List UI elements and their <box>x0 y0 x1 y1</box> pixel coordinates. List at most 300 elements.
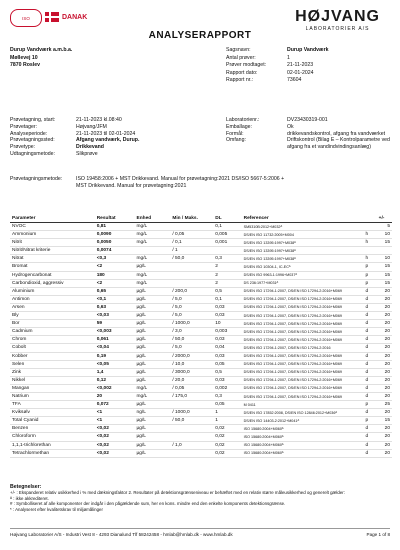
cell-uncertainty: 15 <box>377 279 392 287</box>
iso-logo-label: ISO <box>22 15 30 21</box>
cell-dl: 0,1 <box>213 223 241 231</box>
cell-flag: d <box>363 320 376 328</box>
note-line: # : Symbolliseret af alle komponenter der indgår i den pågældende sum, her en kons. mindre end den enkelte komponents detektionsgrænse. <box>10 501 286 507</box>
cell-uncertainty: 20 <box>377 409 392 417</box>
cell-unit: µg/L <box>135 295 171 303</box>
cell-minmax: / 1000,0 <box>170 320 213 328</box>
cell-dl: 0,03 <box>213 376 241 384</box>
cell-minmax: / 5,0 <box>170 312 213 320</box>
cell-uncertainty: 10 <box>377 255 392 263</box>
lab-info <box>226 117 397 151</box>
cell-reference: DS/EN ISO 17294-1:2007, DS/EN ISO 17294-2:2016+M069 <box>242 384 364 392</box>
cell-minmax: / 5,0 <box>170 295 213 303</box>
cell-flag: p <box>363 263 376 271</box>
cell-unit: mg/L <box>135 255 171 263</box>
cell-param: Mangan <box>10 384 95 392</box>
cell-result: <0,3 <box>95 255 135 263</box>
note-line: * : Analyseret efter kvalitetskrav til miljømålinger <box>10 506 103 512</box>
note-line: +/- : Ekspanderet relativ usikkerhed i % med dækningsfaktor 2. Resultater på detektionsgrænseniveau er behæftet med en relativ større måleusikkerhed og generelt gælder: <box>10 490 345 496</box>
cell-param: Nitrat <box>10 255 95 263</box>
cell-result: 0,0050 <box>95 239 135 247</box>
cell-unit: ng/L <box>135 409 171 417</box>
cell-param: Natrium <box>10 392 95 400</box>
cell-param: Arsen <box>10 303 95 311</box>
cell-unit: µg/L <box>135 368 171 376</box>
results-body <box>10 223 392 458</box>
cell-flag: p <box>363 417 376 425</box>
sampling-label: Analyseperiode: <box>10 130 48 137</box>
table-row <box>10 352 392 360</box>
cell-minmax: / 3000,0 <box>170 368 213 376</box>
cell-dl: 0,02 <box>213 449 241 457</box>
cell-dl: 0,02 <box>213 425 241 433</box>
brand-logo <box>295 8 380 32</box>
cell-result: 0,12 <box>95 376 135 384</box>
method-value: ISO 19458:2006 + MST Drikkevand. Manual for prøvetagning:2021 DS/ISO 5667-5:2006 + MST Drikkevand. Manual for prøvetagning:2021 <box>76 176 285 189</box>
cell-uncertainty: 20 <box>377 368 392 376</box>
cell-flag: p <box>363 279 376 287</box>
cell-dl: 0,002 <box>213 384 241 392</box>
cell-param: Bly <box>10 312 95 320</box>
footer-divider <box>10 528 390 529</box>
cell-dl: 0,001 <box>213 239 241 247</box>
method-label: Prøvetagningsmetode: <box>10 176 63 182</box>
cell-param: 1,1,1-trichlorethan <box>10 441 95 449</box>
cell-param: Chrom <box>10 336 95 344</box>
table-row <box>10 384 392 392</box>
table-row <box>10 409 392 417</box>
cell-uncertainty: 20 <box>377 449 392 457</box>
cell-result: 0,072 <box>95 401 135 409</box>
lab-label: Laboratorienr.: <box>226 117 260 123</box>
cell-minmax <box>170 425 213 433</box>
cell-result: <1 <box>95 417 135 425</box>
note-line: ᴬ : ikke akkrediteret. <box>10 495 49 501</box>
table-row <box>10 263 392 271</box>
sampling-label: Udtagningsmetode: <box>10 150 55 157</box>
cell-unit: mg/L <box>135 271 171 279</box>
meta-value: 1 <box>287 54 290 61</box>
cell-flag: d <box>363 368 376 376</box>
header-flag <box>363 215 376 223</box>
cell-flag: d <box>363 344 376 352</box>
cell-param: Carbondioxid, aggressiv <box>10 279 95 287</box>
table-row <box>10 433 392 441</box>
meta-label: Rapport nr.: <box>226 77 254 83</box>
cell-unit: µg/L <box>135 360 171 368</box>
iso-logo <box>10 9 42 27</box>
table-row <box>10 417 392 425</box>
meta-label: Antal prøver: <box>226 54 256 61</box>
sampling-label: Prøvetype: <box>10 144 36 151</box>
cell-result: <0,02 <box>95 441 135 449</box>
cell-uncertainty: 20 <box>377 352 392 360</box>
cell-flag: d <box>363 328 376 336</box>
cell-flag: h <box>363 231 376 239</box>
cell-uncertainty: 5 <box>377 223 392 231</box>
cell-result: <0,02 <box>95 425 135 433</box>
cell-minmax <box>170 401 213 409</box>
cell-dl: 0,003 <box>213 328 241 336</box>
cell-dl: 0,03 <box>213 352 241 360</box>
lab-label: Omfang: <box>226 137 246 144</box>
cell-uncertainty: 25 <box>377 401 392 409</box>
cell-reference: ISO 15680:2004+M060ᴬ <box>242 449 364 457</box>
cell-param: Total Cyanid <box>10 417 95 425</box>
cell-unit: µg/L <box>135 433 171 441</box>
cell-unit: µg/L <box>135 417 171 425</box>
cell-uncertainty: 20 <box>377 384 392 392</box>
sampling-value: Drikkevand <box>76 144 104 151</box>
table-row <box>10 360 392 368</box>
cell-reference: DS/EN ISO 17294-1:2007, DS/EN ISO 17294-2:2016 <box>242 344 364 352</box>
cell-reference: DS/EN ISO 10304-1, IC-ECᴬ <box>242 263 364 271</box>
cell-uncertainty: 15 <box>377 271 392 279</box>
cell-dl: 1 <box>213 409 241 417</box>
cell-flag: d <box>363 409 376 417</box>
cell-unit: mg/L <box>135 392 171 400</box>
header-references: Referencer <box>242 215 364 223</box>
cell-unit: µg/L <box>135 303 171 311</box>
cell-unit: µg/L <box>135 376 171 384</box>
cell-result: 0,0090 <box>95 231 135 239</box>
meta-value: 21-11-2023 <box>287 62 314 68</box>
cell-reference: ISO 15680:2004+M060ᴬ <box>242 425 364 433</box>
sampling-label: Prøvetagning, start: <box>10 117 56 123</box>
cell-reference: DS/EN ISO 14403-2:2012+M041ᴬ <box>242 417 364 425</box>
cell-unit: µg/L <box>135 425 171 433</box>
lab-value: drikkevandskontrol, afgang fra vandværket <box>287 130 386 137</box>
cell-minmax: / 10,0 <box>170 360 213 368</box>
sampling-value: Afgang vandværk, Durup. <box>76 137 140 144</box>
cell-uncertainty: 20 <box>377 433 392 441</box>
customer-city: 7870 Roslev <box>10 62 40 68</box>
cell-reference: DS 236:1977+M031ᴬ <box>242 279 364 287</box>
cell-uncertainty: 20 <box>377 336 392 344</box>
cell-result: <0,04 <box>95 344 135 352</box>
cell-result: <2 <box>95 279 135 287</box>
cell-reference: DS/EN ISO 11732:2005+M004 <box>242 231 364 239</box>
table-row <box>10 320 392 328</box>
cell-param: Zink <box>10 368 95 376</box>
cell-param: Selen <box>10 360 95 368</box>
cell-flag: p <box>363 271 376 279</box>
danish-flag-icon <box>45 12 59 22</box>
cell-flag: d <box>363 295 376 303</box>
cell-dl: 0,03 <box>213 336 241 344</box>
cell-result: 0,65 <box>95 287 135 295</box>
cell-minmax: / 200,0 <box>170 287 213 295</box>
cell-reference: SM5310B:2012+M032ᴬ <box>242 223 364 231</box>
cell-reference: DS/EN ISO 17294-1:2007, DS/EN ISO 17294-2:2016+M069 <box>242 287 364 295</box>
table-row <box>10 368 392 376</box>
cell-uncertainty: 20 <box>377 303 392 311</box>
cell-reference: DS/EN ISO 17294-1:2007, DS/EN ISO 17294-2:2016+M069 <box>242 303 364 311</box>
cell-unit: mg/L <box>135 239 171 247</box>
meta-value: 73604 <box>287 77 302 83</box>
cell-reference: DS/EN ISO 9963-1:1996+M037ᴬ <box>242 271 364 279</box>
cell-param: Tetrachlormethan <box>10 449 95 457</box>
cell-uncertainty: 20 <box>377 376 392 384</box>
cell-minmax: / 0,1 <box>170 239 213 247</box>
cell-minmax <box>170 223 213 231</box>
cell-dl: 2 <box>213 279 241 287</box>
cell-param: Bromat <box>10 263 95 271</box>
cell-uncertainty: 20 <box>377 328 392 336</box>
table-row <box>10 247 392 255</box>
header-result: Resultat <box>95 215 135 223</box>
cell-flag: d <box>363 376 376 384</box>
cell-dl: 0,02 <box>213 433 241 441</box>
cell-result: 20 <box>95 392 135 400</box>
cell-minmax: / 50,0 <box>170 336 213 344</box>
table-row <box>10 223 392 231</box>
cell-minmax: / 5,0 <box>170 303 213 311</box>
cell-reference: M 0411 <box>242 401 364 409</box>
cell-flag: d <box>363 425 376 433</box>
cell-minmax <box>170 271 213 279</box>
sampling-value: Højvang/JFM <box>76 123 107 130</box>
cell-unit: mg/L <box>135 279 171 287</box>
cell-result: 0,061 <box>95 336 135 344</box>
cell-unit: µg/L <box>135 320 171 328</box>
cell-reference: ISO 15680:2004+M060ᴬ <box>242 433 364 441</box>
cell-result: 1,4 <box>95 368 135 376</box>
cell-minmax: / 50,0 <box>170 417 213 425</box>
cell-reference: DS/EN ISO 17294-1:2007, DS/EN ISO 17294-2:2016+M069 <box>242 360 364 368</box>
cell-result: 180 <box>95 271 135 279</box>
cell-dl: 2 <box>213 271 241 279</box>
cell-uncertainty: 20 <box>377 312 392 320</box>
danak-logo <box>45 10 105 24</box>
lab-value: Ok <box>287 123 294 130</box>
cell-param: Kviksølv <box>10 409 95 417</box>
cell-unit: µg/L <box>135 401 171 409</box>
cell-uncertainty: 20 <box>377 295 392 303</box>
report-title: ANALYSERAPPORT <box>148 30 252 41</box>
cell-flag <box>363 247 376 255</box>
cell-param: Bor <box>10 320 95 328</box>
table-row <box>10 303 392 311</box>
cell-dl: 0,05 <box>213 360 241 368</box>
lab-label: Emballage: <box>226 123 252 130</box>
cell-dl: 0,04 <box>213 344 241 352</box>
cell-flag: d <box>363 336 376 344</box>
cell-minmax: / 175,0 <box>170 392 213 400</box>
table-row <box>10 328 392 336</box>
cell-minmax <box>170 449 213 457</box>
cell-flag: d <box>363 384 376 392</box>
page-number: Page 1 of 8 <box>366 532 390 537</box>
cell-uncertainty: 20 <box>377 320 392 328</box>
cell-dl: 0,1 <box>213 295 241 303</box>
brand-subtitle: LABORATORIER A/S <box>305 26 370 32</box>
cell-unit: mg/L <box>135 231 171 239</box>
cell-unit: µg/L <box>135 352 171 360</box>
cell-dl: 0,3 <box>213 255 241 263</box>
brand-name: HØJVANG <box>295 8 380 25</box>
cell-param: Aluminium <box>10 287 95 295</box>
cell-uncertainty <box>377 247 392 255</box>
cell-reference: DS/EN ISO 13395:1997+M038ᴬ <box>242 255 364 263</box>
cell-uncertainty: 20 <box>377 344 392 352</box>
cell-reference: DS/EN ISO 17294-1:2007, DS/EN ISO 17294-2:2016+M069 <box>242 328 364 336</box>
cell-result: 0,19 <box>95 352 135 360</box>
cell-dl: 0,5 <box>213 287 241 295</box>
cell-unit: µg/L <box>135 336 171 344</box>
cell-unit: µg/L <box>135 328 171 336</box>
cell-uncertainty: 20 <box>377 392 392 400</box>
cell-unit: µg/L <box>135 287 171 295</box>
cell-minmax: / 0,05 <box>170 231 213 239</box>
cell-result: 0,0074 <box>95 247 135 255</box>
cell-reference: ISO 15680:2004+M060ᴬ <box>242 441 364 449</box>
cell-unit: µg/L <box>135 441 171 449</box>
customer-address <box>10 47 72 70</box>
cell-unit <box>135 247 171 255</box>
header-minmax: Min / Maks. <box>170 215 213 223</box>
meta-label: Prøver modtaget: <box>226 62 267 68</box>
cell-reference: DS/EN ISO 17294-1:2007, DS/EN ISO 17294-2:2016+M069 <box>242 312 364 320</box>
cell-dl: 0,05 <box>213 401 241 409</box>
table-row <box>10 231 392 239</box>
cell-reference: DS/EN ISO 13395:1997+M038ᴬ <box>242 247 364 255</box>
meta-label: Sagsnavn: <box>226 47 251 53</box>
cell-result: <0,002 <box>95 384 135 392</box>
cell-param: Cobolt <box>10 344 95 352</box>
cell-uncertainty: 15 <box>377 239 392 247</box>
cell-param: Nitrit <box>10 239 95 247</box>
cell-result: <0,05 <box>95 360 135 368</box>
cell-flag: d <box>363 312 376 320</box>
cell-flag: h <box>363 239 376 247</box>
cell-unit: µg/L <box>135 312 171 320</box>
customer-street: Møllevej 10 <box>10 54 38 61</box>
header-parameter: Parameter <box>10 215 95 223</box>
cell-param: TFA <box>10 401 95 409</box>
cell-dl: 0,5 <box>213 368 241 376</box>
cell-flag: d <box>363 287 376 295</box>
cell-minmax: / 1000,0 <box>170 409 213 417</box>
cell-dl: 10 <box>213 320 241 328</box>
cell-reference: DS/EN ISO 17294-1:2007, DS/EN ISO 17294-2:2016+M069 <box>242 320 364 328</box>
cell-flag: d <box>363 441 376 449</box>
danak-label: DANAK <box>62 13 88 21</box>
sampling-method <box>10 176 296 190</box>
cell-minmax: / 0,05 <box>170 384 213 392</box>
table-row <box>10 401 392 409</box>
meta-value: 02-01-2024 <box>287 69 314 76</box>
table-row <box>10 441 392 449</box>
cell-result: <0,02 <box>95 449 135 457</box>
cell-flag: d <box>363 360 376 368</box>
cell-param: Nitrit/Nitrat kriterie <box>10 247 95 255</box>
report-meta <box>226 47 329 85</box>
cell-param: Cadmium <box>10 328 95 336</box>
sampling-value: Slikprøve <box>76 150 98 157</box>
cell-param: NVOC <box>10 223 95 231</box>
cell-reference: DS/EN ISO 17294-1:2007, DS/EN ISO 17294-2:2016+M069 <box>242 336 364 344</box>
cell-uncertainty: 20 <box>377 287 392 295</box>
header-uncertainty: +/- <box>377 215 392 223</box>
table-row <box>10 449 392 457</box>
cell-dl: 0,03 <box>213 312 241 320</box>
cell-minmax: / 1,0 <box>170 441 213 449</box>
cell-dl: 2 <box>213 263 241 271</box>
footer-address: Højvang Laboratorier A/S - Industri Vest 8 - 4293 Dianalund Tlf 58242458 - hmlab@hmlab.dk - www.hmlab.dk <box>10 532 233 537</box>
cell-minmax: / 50,0 <box>170 255 213 263</box>
cell-flag: d <box>363 303 376 311</box>
cell-dl: 0,02 <box>213 441 241 449</box>
cell-result: <0,1 <box>95 295 135 303</box>
cell-result: 59 <box>95 320 135 328</box>
table-header-row <box>10 215 392 223</box>
lab-value: DV23430319-001 <box>287 117 328 123</box>
cell-flag: h <box>363 255 376 263</box>
cell-reference: DS/EN ISO 17294-1:2007, DS/EN ISO 17294-2:2016+M069 <box>242 368 364 376</box>
table-row <box>10 287 392 295</box>
table-row <box>10 279 392 287</box>
cell-param: Hydrogencarbonat <box>10 271 95 279</box>
cell-uncertainty: 15 <box>377 417 392 425</box>
cell-result: <0,03 <box>95 312 135 320</box>
cell-param: Ammonium <box>10 231 95 239</box>
cell-reference: DS/EN ISO 17294-1:2007, DS/EN ISO 17294-2:2016+M069 <box>242 392 364 400</box>
table-row <box>10 239 392 247</box>
cell-flag: d <box>363 352 376 360</box>
cell-minmax: / 20,0 <box>170 376 213 384</box>
sampling-label: Prøvetager: <box>10 123 38 130</box>
header-unit: Enhed <box>135 215 171 223</box>
cell-reference: DS/EN ISO 17294-1:2007, DS/EN ISO 17294-2:2016+M069 <box>242 295 364 303</box>
cell-minmax: / 3,0 <box>170 328 213 336</box>
meta-label: Rapport dato: <box>226 69 258 76</box>
cell-result: 0,81 <box>95 223 135 231</box>
cell-result: <0,02 <box>95 433 135 441</box>
cell-unit: µg/L <box>135 344 171 352</box>
cell-minmax <box>170 433 213 441</box>
table-row <box>10 376 392 384</box>
cell-dl: 0,3 <box>213 392 241 400</box>
cell-result: <0,003 <box>95 328 135 336</box>
customer-name: Durup Vandværk a.m.b.a. <box>10 47 73 53</box>
cell-unit: µg/L <box>135 263 171 271</box>
sampling-value: 21-11-2023 til 02-01-2024 <box>76 130 136 137</box>
cell-dl: 1 <box>213 417 241 425</box>
cell-unit: mg/L <box>135 223 171 231</box>
cell-param: Nikkel <box>10 376 95 384</box>
cell-param: Kobber <box>10 352 95 360</box>
sampling-info <box>10 117 226 158</box>
cell-flag: d <box>363 433 376 441</box>
notes-heading: Betegnelser: <box>10 484 42 490</box>
cell-minmax: / 2000,0 <box>170 352 213 360</box>
cell-minmax: / 1 <box>170 247 213 255</box>
legend-notes <box>10 485 390 512</box>
cell-reference: DS/EN ISO 17852:2008, DS/EN ISO 12846:2012+M036ᴬ <box>242 409 364 417</box>
table-row <box>10 312 392 320</box>
cell-unit: mg/L <box>135 384 171 392</box>
sampling-value: 21-11-2023 kl.08:40 <box>76 117 122 123</box>
cell-flag <box>363 223 376 231</box>
cell-dl: 0,03 <box>213 303 241 311</box>
table-row <box>10 336 392 344</box>
table-row <box>10 344 392 352</box>
cell-uncertainty: 20 <box>377 425 392 433</box>
cell-param: Antimon <box>10 295 95 303</box>
results-table <box>10 215 392 458</box>
cell-result: <1 <box>95 409 135 417</box>
